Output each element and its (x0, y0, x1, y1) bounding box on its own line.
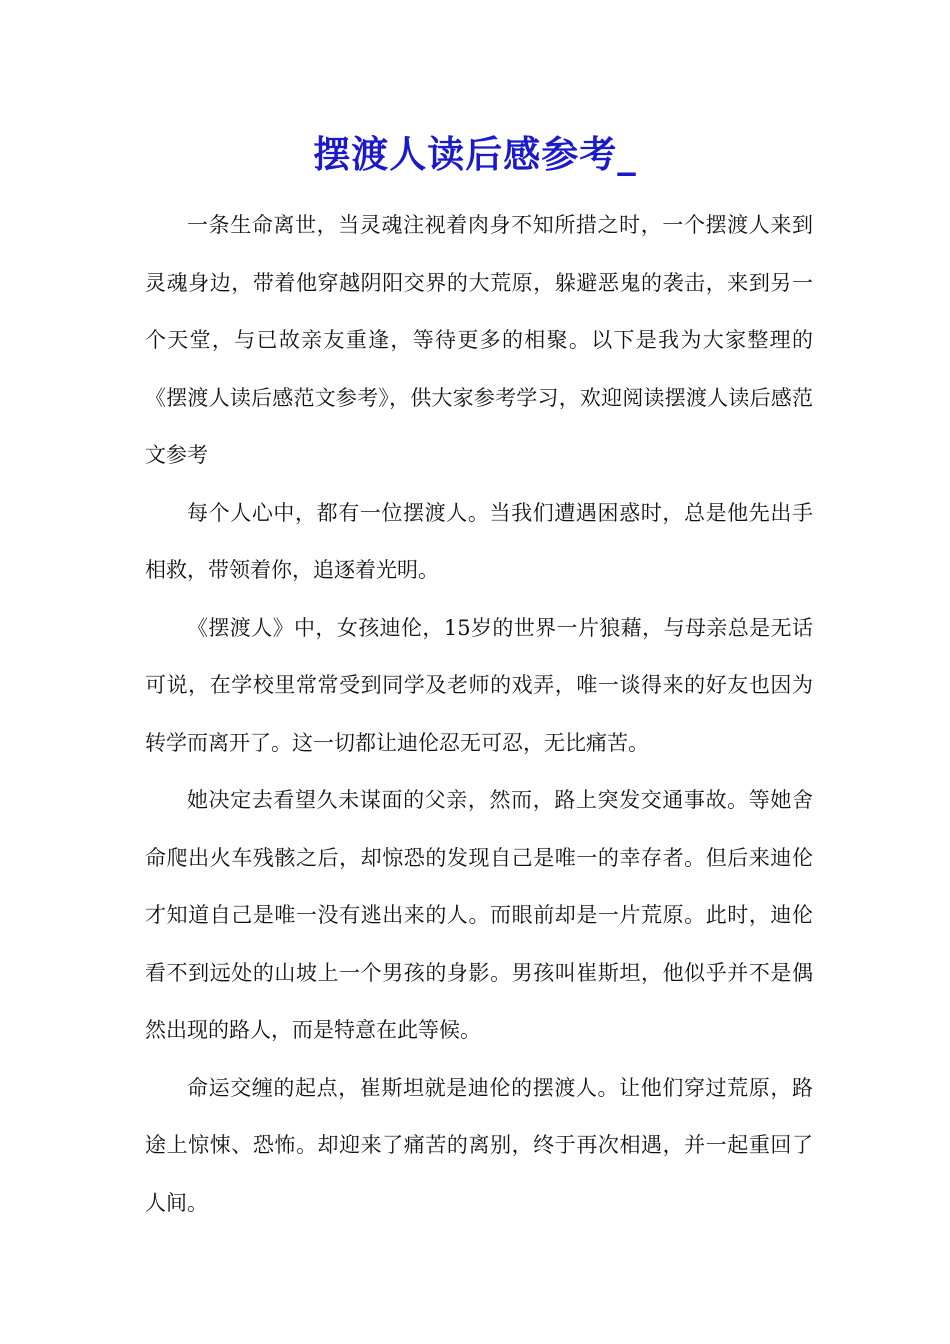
paragraph-1: 一条生命离世，当灵魂注视着肉身不知所措之时，一个摆渡人来到灵魂身边，带着他穿越阴阳交界的大荒原，躲避恶鬼的袭击，来到另一个天堂，与已故亲友重逢，等待更多的相聚。以下是我为大家整理的《摆渡人读后感范文参考》，供大家参考学习，欢迎阅读摆渡人读后感范文参考 (145, 213, 813, 467)
document-title: 摆渡人读后感参考_ (313, 132, 637, 176)
paragraph-2: 每个人心中，都有一位摆渡人。当我们遭遇困惑时，总是他先出手相救，带领着你，追逐着光明。 (145, 500, 813, 582)
document-body (145, 197, 813, 1232)
paragraph-5: 命运交缠的起点，崔斯坦就是迪伦的摆渡人。让他们穿过荒原，路途上惊悚、恐怖。却迎来了痛苦的离别，终于再次相遇，并一起重回了人间。 (145, 1075, 813, 1215)
paragraph-3: 《摆渡人》中，女孩迪伦，15岁的世界一片狼藉，与母亲总是无话可说，在学校里常常受到同学及老师的戏弄，唯一谈得来的好友也因为转学而离开了。这一切都让迪伦忍无可忍，无比痛苦。 (145, 615, 813, 755)
paragraph-4: 她决定去看望久未谋面的父亲，然而，路上突发交通事故。等她舍命爬出火车残骸之后，却惊恐的发现自己是唯一的幸存者。但后来迪伦才知道自己是唯一没有逃出来的人。而眼前却是一片荒原。此时，迪伦看不到远处的山坡上一个男孩的身影。男孩叫崔斯坦，他似乎并不是偶然出现的路人，而是特意在此等候。 (145, 788, 813, 1042)
